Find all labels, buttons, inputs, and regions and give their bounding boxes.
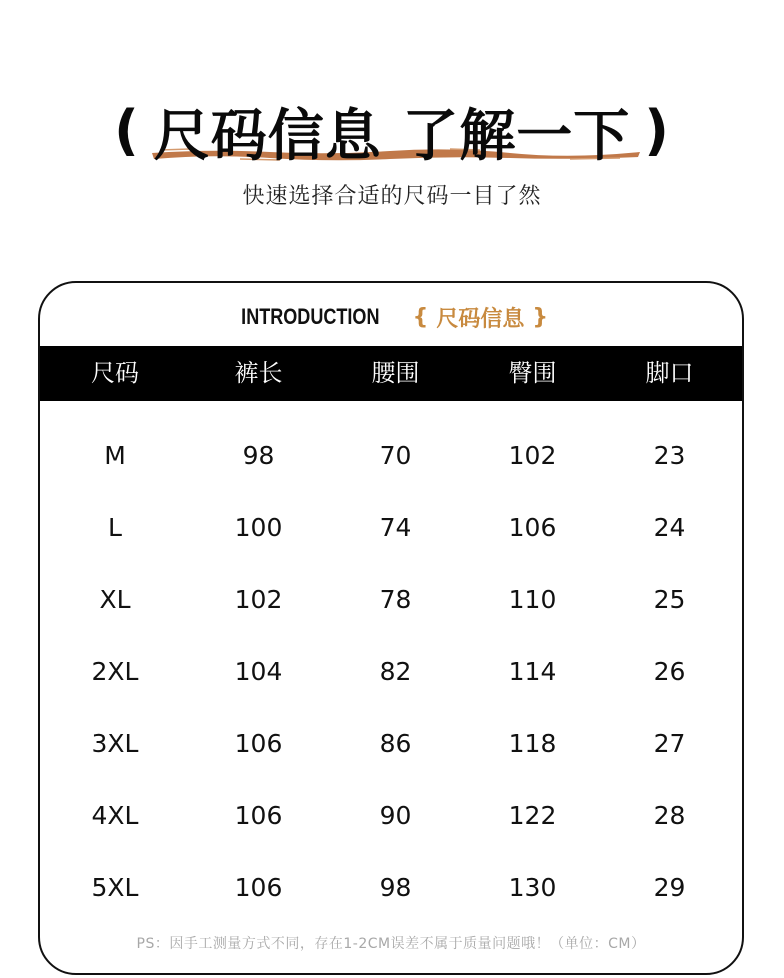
size-table-card <box>38 281 744 975</box>
table-row <box>40 851 742 923</box>
hip-cell: 110 <box>508 584 557 614</box>
hem-cell: 29 <box>653 872 686 902</box>
hip-cell: 118 <box>508 728 557 758</box>
hem-cell: 26 <box>653 656 686 686</box>
table-row <box>40 491 742 563</box>
size-cell: XL <box>99 584 131 614</box>
hem-cell: 25 <box>653 584 686 614</box>
length-cell: 106 <box>234 728 283 758</box>
hip-cell: 122 <box>508 800 557 830</box>
hem-cell: 27 <box>653 728 686 758</box>
card-title-open-brace: { <box>412 304 429 330</box>
table-body <box>40 419 742 923</box>
table-row <box>40 419 742 491</box>
size-cell: 2XL <box>91 656 139 686</box>
waist-cell: 90 <box>379 800 412 830</box>
size-cell: 3XL <box>91 728 139 758</box>
column-header-hem: 脚口 <box>645 359 694 387</box>
waist-cell: 86 <box>379 728 412 758</box>
card-title-chinese-group <box>405 302 556 333</box>
table-row <box>40 563 742 635</box>
length-cell: 104 <box>234 656 283 686</box>
length-cell: 106 <box>234 872 283 902</box>
waist-cell: 74 <box>379 512 412 542</box>
waist-cell: 70 <box>379 440 412 470</box>
waist-cell: 98 <box>379 872 412 902</box>
column-header-size: 尺码 <box>91 359 139 387</box>
measurement-note: PS：因手工测量方式不同，存在1-2CM误差不属于质量问题哦！（单位：CM） <box>136 936 646 952</box>
page-subtitle: 快速选择合适的尺码一目了然 <box>242 184 542 209</box>
hip-cell: 102 <box>508 440 557 470</box>
waist-cell: 82 <box>379 656 412 686</box>
size-info-heading <box>0 92 784 172</box>
hip-cell: 106 <box>508 512 557 542</box>
column-header-waist: 腰围 <box>371 359 420 387</box>
card-title-chinese: 尺码信息 <box>436 306 525 332</box>
hem-cell: 24 <box>653 512 686 542</box>
heading-close-paren: ) <box>644 98 670 162</box>
table-header <box>40 346 742 401</box>
column-header-hip: 臀围 <box>508 359 557 387</box>
card-title-english: INTRODUCTION <box>241 304 380 329</box>
table-row <box>40 635 742 707</box>
heading-open-paren: ( <box>114 98 140 162</box>
length-cell: 106 <box>234 800 283 830</box>
table-row <box>40 707 742 779</box>
waist-cell: 78 <box>379 584 412 614</box>
length-cell: 98 <box>242 440 275 470</box>
length-cell: 100 <box>234 512 283 542</box>
size-cell: 5XL <box>91 872 139 902</box>
card-title <box>40 301 742 333</box>
size-cell: 4XL <box>91 800 139 830</box>
size-cell: L <box>108 512 122 542</box>
card-title-close-brace: } <box>532 304 548 330</box>
table-row <box>40 779 742 851</box>
hem-cell: 23 <box>653 440 686 470</box>
length-cell: 102 <box>234 584 283 614</box>
hip-cell: 130 <box>508 872 557 902</box>
hip-cell: 114 <box>508 656 557 686</box>
page-title: 尺码信息 了解一下 <box>153 104 631 169</box>
hem-cell: 28 <box>653 800 686 830</box>
size-cell: M <box>104 440 126 470</box>
column-header-length: 裤长 <box>234 359 283 387</box>
